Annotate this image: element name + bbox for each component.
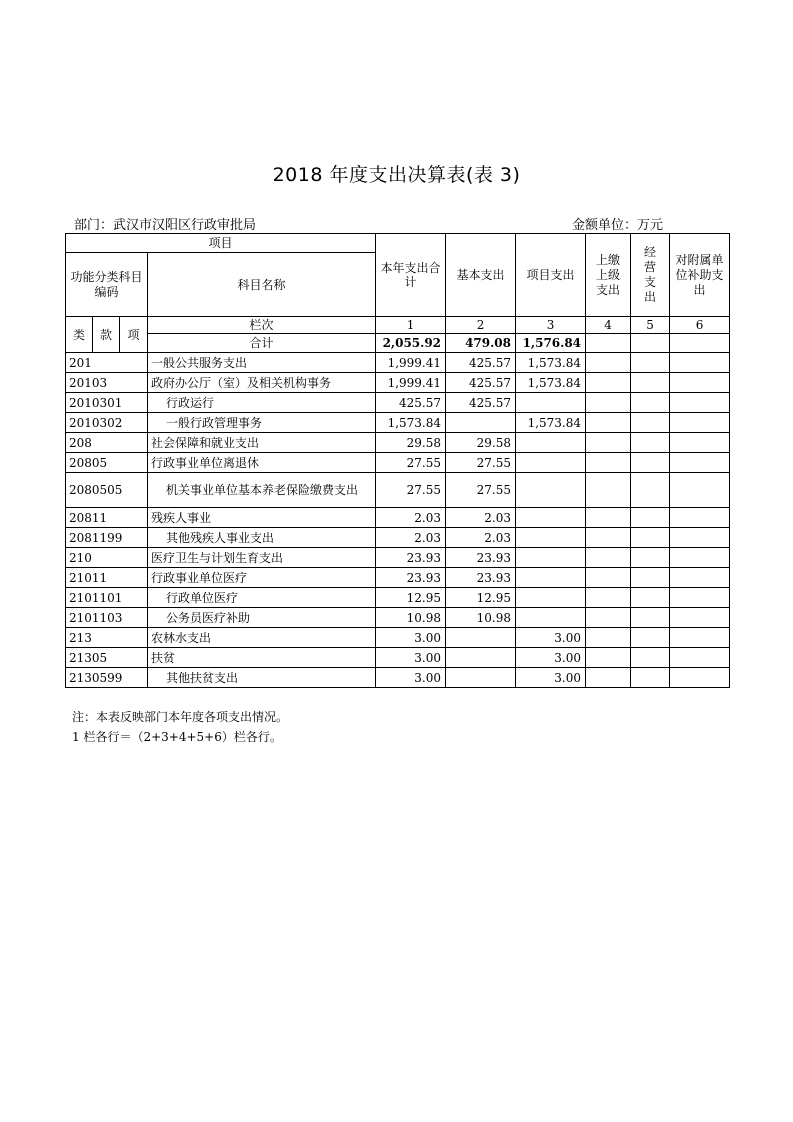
row-code: 2010302 (66, 413, 148, 433)
row-basic: 425.57 (446, 353, 516, 373)
row-upper (586, 473, 631, 508)
row-upper (586, 568, 631, 588)
amount-unit-label: 金额单位：万元 (572, 218, 664, 233)
row-operating (631, 568, 670, 588)
header-col-subsidy-text: 对附属单位补助支出 (675, 252, 724, 297)
row-operating (631, 528, 670, 548)
row-subject-name: 行政事业单位离退休 (148, 453, 376, 473)
total-upper (586, 334, 631, 353)
row-operating (631, 473, 670, 508)
row-basic: 27.55 (446, 473, 516, 508)
row-upper (586, 508, 631, 528)
row-total: 1,573.84 (376, 413, 446, 433)
header-func-code (66, 253, 148, 317)
table-row (66, 373, 730, 393)
row-basic: 23.93 (446, 568, 516, 588)
row-code: 20805 (66, 453, 148, 473)
table-row (66, 433, 730, 453)
table-row (66, 648, 730, 668)
header-lei: 类 (66, 317, 93, 353)
row-basic: 23.93 (446, 548, 516, 568)
row-operating (631, 413, 670, 433)
row-upper (586, 413, 631, 433)
row-code: 20811 (66, 508, 148, 528)
col-number-5: 5 (631, 317, 670, 334)
row-operating (631, 353, 670, 373)
header-col-operating (631, 234, 670, 317)
row-subject-name: 一般行政管理事务 (148, 413, 376, 433)
row-project: 1,573.84 (516, 353, 586, 373)
header-col-subsidy (670, 234, 730, 317)
table-row (66, 528, 730, 548)
row-operating (631, 508, 670, 528)
row-project (516, 608, 586, 628)
row-upper (586, 668, 631, 688)
row-basic: 12.95 (446, 588, 516, 608)
col-number-2: 2 (446, 317, 516, 334)
row-basic: 425.57 (446, 393, 516, 413)
row-subject-name: 医疗卫生与计划生育支出 (148, 548, 376, 568)
row-subsidy (670, 528, 730, 548)
header-col-upper-text: 上缴上级支出 (596, 252, 621, 297)
row-subject-name: 农林水支出 (148, 628, 376, 648)
row-project (516, 433, 586, 453)
row-code: 2101103 (66, 608, 148, 628)
row-subject-name: 其他残疾人事业支出 (148, 528, 376, 548)
row-total: 3.00 (376, 668, 446, 688)
row-upper (586, 588, 631, 608)
row-subsidy (670, 413, 730, 433)
row-project (516, 473, 586, 508)
row-upper (586, 548, 631, 568)
row-subsidy (670, 508, 730, 528)
row-basic (446, 648, 516, 668)
total-operating (631, 334, 670, 353)
total-row (66, 334, 730, 353)
row-code: 201 (66, 353, 148, 373)
row-project: 1,573.84 (516, 373, 586, 393)
col-number-3: 3 (516, 317, 586, 334)
total-basic: 479.08 (446, 334, 516, 353)
table-row (66, 588, 730, 608)
row-total: 2.03 (376, 508, 446, 528)
row-project (516, 548, 586, 568)
header-item: 项目 (66, 234, 376, 253)
row-total: 2.03 (376, 528, 446, 548)
table-row (66, 353, 730, 373)
row-subsidy (670, 548, 730, 568)
department-label: 部门：武汉市汉阳区行政审批局 (74, 218, 257, 233)
row-subject-name: 机关事业单位基本养老保险缴费支出 (148, 473, 376, 508)
row-upper (586, 453, 631, 473)
row-total: 29.58 (376, 433, 446, 453)
table-row (66, 413, 730, 433)
header-row-3 (66, 317, 730, 334)
row-subject-name: 一般公共服务支出 (148, 353, 376, 373)
total-amount: 2,055.92 (376, 334, 446, 353)
row-total: 3.00 (376, 628, 446, 648)
row-upper (586, 393, 631, 413)
row-code: 20103 (66, 373, 148, 393)
row-code: 213 (66, 628, 148, 648)
row-operating (631, 433, 670, 453)
row-subject-name: 政府办公厅（室）及相关机构事务 (148, 373, 376, 393)
note-2: 1 栏各行＝（2+3+4+5+6）栏各行。 (72, 730, 282, 744)
row-project (516, 508, 586, 528)
row-subsidy (670, 473, 730, 508)
row-upper (586, 528, 631, 548)
row-total: 12.95 (376, 588, 446, 608)
row-code: 210 (66, 548, 148, 568)
row-total: 27.55 (376, 453, 446, 473)
row-subsidy (670, 648, 730, 668)
row-project (516, 528, 586, 548)
row-basic: 2.03 (446, 508, 516, 528)
header-kuan: 款 (93, 317, 120, 353)
row-code: 21011 (66, 568, 148, 588)
col-number-1: 1 (376, 317, 446, 334)
row-basic (446, 628, 516, 648)
row-total: 3.00 (376, 648, 446, 668)
row-code: 2010301 (66, 393, 148, 413)
row-subsidy (670, 588, 730, 608)
row-code: 2081199 (66, 528, 148, 548)
row-subsidy (670, 628, 730, 648)
row-subject-name: 公务员医疗补助 (148, 608, 376, 628)
table-row (66, 608, 730, 628)
row-subject-name: 行政单位医疗 (148, 588, 376, 608)
row-total: 425.57 (376, 393, 446, 413)
row-code: 21305 (66, 648, 148, 668)
total-subsidy (670, 334, 730, 353)
header-col-total: 本年支出合计 (376, 234, 446, 317)
row-upper (586, 353, 631, 373)
row-subsidy (670, 568, 730, 588)
expenditure-table (65, 233, 730, 688)
row-operating (631, 453, 670, 473)
row-upper (586, 433, 631, 453)
header-subject-name: 科目名称 (148, 253, 376, 317)
table-row (66, 473, 730, 508)
col-number-6: 6 (670, 317, 730, 334)
row-operating (631, 668, 670, 688)
table-row (66, 668, 730, 688)
row-total: 1,999.41 (376, 353, 446, 373)
row-operating (631, 628, 670, 648)
row-upper (586, 608, 631, 628)
table-row (66, 393, 730, 413)
row-total: 23.93 (376, 548, 446, 568)
row-subject-name: 社会保障和就业支出 (148, 433, 376, 453)
row-total: 1,999.41 (376, 373, 446, 393)
row-basic: 10.98 (446, 608, 516, 628)
row-subsidy (670, 608, 730, 628)
row-code: 2080505 (66, 473, 148, 508)
row-subsidy (670, 433, 730, 453)
row-upper (586, 373, 631, 393)
row-total: 10.98 (376, 608, 446, 628)
row-operating (631, 608, 670, 628)
row-subsidy (670, 668, 730, 688)
row-subsidy (670, 393, 730, 413)
table-row (66, 548, 730, 568)
row-project (516, 453, 586, 473)
header-lanci: 栏次 (148, 317, 376, 334)
total-label: 合计 (148, 334, 376, 353)
row-basic: 27.55 (446, 453, 516, 473)
header-row-1 (66, 234, 730, 253)
row-subsidy (670, 453, 730, 473)
col-number-4: 4 (586, 317, 631, 334)
row-total: 27.55 (376, 473, 446, 508)
row-code: 2101101 (66, 588, 148, 608)
row-project: 1,573.84 (516, 413, 586, 433)
header-xiang: 项 (120, 317, 148, 353)
row-project: 3.00 (516, 648, 586, 668)
row-subsidy (670, 373, 730, 393)
row-subsidy (670, 353, 730, 373)
table-row (66, 453, 730, 473)
row-basic: 425.57 (446, 373, 516, 393)
row-operating (631, 393, 670, 413)
header-col-upper (586, 234, 631, 317)
row-subject-name: 其他扶贫支出 (148, 668, 376, 688)
header-col-operating-text: 经营支出 (644, 245, 657, 304)
row-operating (631, 648, 670, 668)
row-code: 2130599 (66, 668, 148, 688)
row-total: 23.93 (376, 568, 446, 588)
row-basic (446, 413, 516, 433)
row-subject-name: 扶贫 (148, 648, 376, 668)
row-project: 3.00 (516, 668, 586, 688)
row-subject-name: 残疾人事业 (148, 508, 376, 528)
header-func-code-text: 功能分类科目编码 (70, 269, 143, 299)
table-row (66, 508, 730, 528)
row-subject-name: 行政事业单位医疗 (148, 568, 376, 588)
total-project: 1,576.84 (516, 334, 586, 353)
page-title: 2018 年度支出决算表(表 3) (272, 164, 521, 186)
table-row (66, 568, 730, 588)
row-basic: 29.58 (446, 433, 516, 453)
header-col-basic: 基本支出 (446, 234, 516, 317)
row-operating (631, 548, 670, 568)
row-basic: 2.03 (446, 528, 516, 548)
note-1: 注：本表反映部门本年度各项支出情况。 (72, 710, 289, 724)
row-upper (586, 648, 631, 668)
row-project: 3.00 (516, 628, 586, 648)
table-row (66, 628, 730, 648)
row-project (516, 568, 586, 588)
header-col-project: 项目支出 (516, 234, 586, 317)
row-upper (586, 628, 631, 648)
row-project (516, 393, 586, 413)
row-subject-name: 行政运行 (148, 393, 376, 413)
row-operating (631, 588, 670, 608)
row-operating (631, 373, 670, 393)
row-project (516, 588, 586, 608)
row-basic (446, 668, 516, 688)
row-code: 208 (66, 433, 148, 453)
